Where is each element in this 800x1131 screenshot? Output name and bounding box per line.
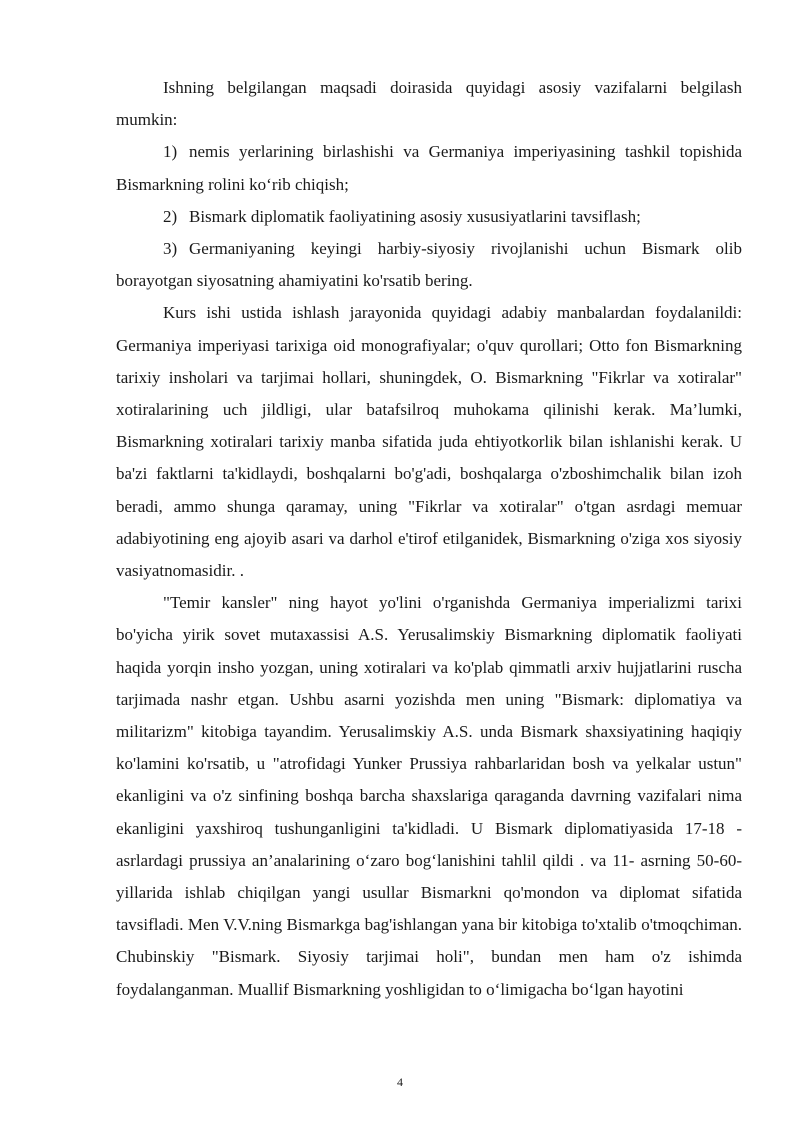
iron-chancellor-paragraph: "Temir kansler" ning hayot yo'lini o'rganishda Germaniya imperializmi tarixi bo'yicha yirik sovet mutaxassisi A.S. Yerusalimskiy Bismarkning diplomatik faoliyati haqida yorqin insho yozgan, uning xotiralari va ko'plab qimmatli arxiv hujjatlarini ruscha tarjimada nashr etgan. Ushbu asarni yozishda men uning "Bismark: diplomatiya va militarizm" kitobiga tayandim. Yerusalimskiy A.S. unda Bismark shaxsiyatining haqiqiy ko'lamini ko'rsatib, u "atrofidagi Yunker Prussiya rahbarlaridan bosh va yelkalar ustun" ekanligini va o'z sinfining boshqa barcha shaxslariga qaraganda davrning vazifalari nima ekanligini yaxshiroq tushunganligini ta'kidladi. U Bismark diplomatiyasida 17-18 - asrlardagi prussiya an’analarining oʻzaro bogʻlanishini tahlil qildi . va 11- asrning 50-60-yillarida ishlab chiqilgan yangi usullar Bismarkni qo'mondon va diplomat sifatida tavsifladi. Men V.V.ning Bismarkga bag'ishlangan yana bir kitobiga to'xtalib o'tmoqchiman. Chubinskiy "Bismark. Siyosiy tarjimai holi", bundan men ham o'z ishimda foydalanganman. Muallif Bismarkning yoshligidan to oʻlimigacha boʻlgan hayotini	[116, 593, 742, 999]
document-page	[116, 72, 742, 1006]
page-number: 4	[397, 1075, 403, 1089]
task-text: Bismark diplomatik faoliyatining asosiy xususiyatlarini tavsiflash;	[189, 206, 641, 226]
sources-paragraph: Kurs ishi ustida ishlash jarayonida quyidagi adabiy manbalardan foydalanildi: Germaniya imperiyasi tarixiga oid monografiyalar; o'quv qurollari; Otto fon Bismarkning tarixiy insholari va tarjimai hollari, shuningdek, O. Bismarkning "Fikrlar va xotiralar" xotiralarining uch jildligi, ular batafsilroq muhokama qilinishi kerak. Ma’lumki, Bismarkning xotiralari tarixiy manba sifatida juda ehtiyotkorlik bilan ishlanishi kerak. U ba'zi faktlarni ta'kidlaydi, boshqalarni bo'g'adi, boshqalarga o'zboshimchalik bilan izoh beradi, ammo shunga qaramay, uning "Fikrlar va xotiralar" o'tgan asrdagi memuar adabiyotining eng ajoyib asari va darhol e'tirof etilganidek, Bismarkning o'ziga xos siyosiy vasiyatnomasidir. .	[116, 303, 742, 581]
intro-paragraph: Ishning belgilangan maqsadi doirasida quyidagi asosiy vazifalarni belgilash mumkin:	[116, 78, 742, 130]
task-item-3	[116, 233, 742, 297]
task-item-1	[116, 136, 742, 200]
task-number: 2)	[163, 206, 178, 226]
task-text: nemis yerlarining birlashishi va Germaniya imperiyasining tashkil topishida Bismarkning rolini koʻrib chiqish;	[116, 142, 742, 194]
task-item-2	[116, 201, 742, 233]
task-text: Germaniyaning keyingi harbiy-siyosiy rivojlanishi uchun Bismark olib borayotgan siyosatning ahamiyatini ko'rsatib bering.	[116, 239, 742, 291]
task-number: 1)	[163, 142, 178, 162]
task-number: 3)	[163, 239, 178, 259]
